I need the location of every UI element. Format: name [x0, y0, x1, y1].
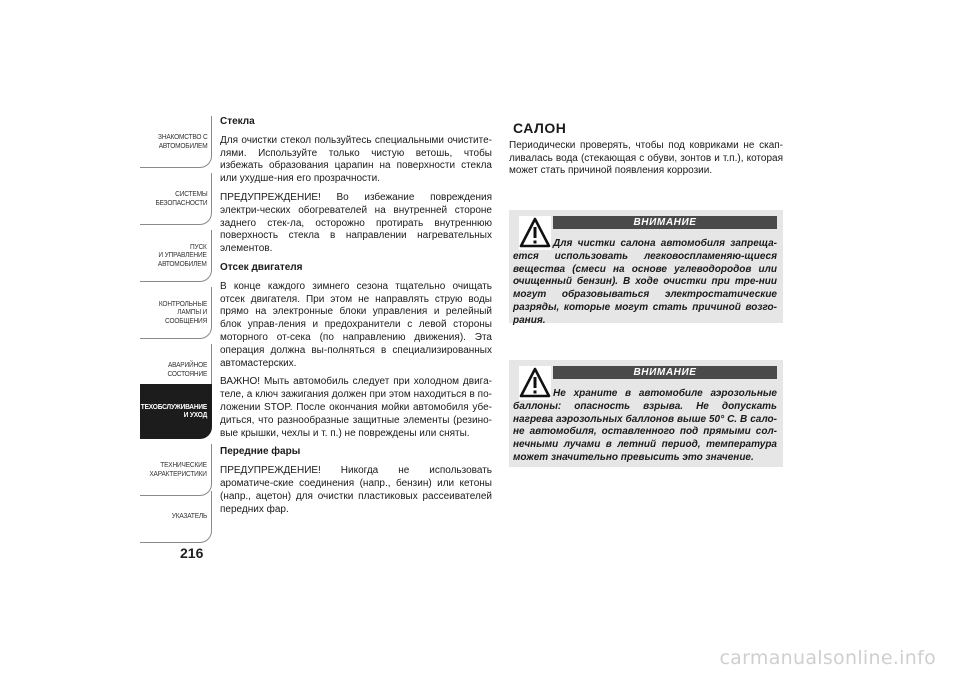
tab-label: ТЕХНИЧЕСКИЕ ХАРАКТЕРИСТИКИ	[149, 460, 207, 478]
tab-vehicle-intro[interactable]	[140, 116, 212, 168]
tab-starting-driving[interactable]	[140, 230, 212, 282]
tab-label: КОНТРОЛЬНЫЕ ЛАМПЫ И СООБЩЕНИЯ	[158, 298, 207, 325]
warning-text: Не храните в автомобиле аэрозольные баллоны: опасность взрыва. Не допускать нагрева аэрозольных баллонов выше 50° С. В сало-не автомобиля, оставленного под прямыми сол-нечными лучами в летний период, температура может значительно превысить это значение.	[513, 388, 777, 463]
tab-label: ТЕХОБСЛУЖИВАНИЕ И УХОД	[140, 401, 207, 419]
tab-index[interactable]	[140, 491, 212, 543]
warning-box-2	[509, 360, 783, 467]
tab-label: СИСТЕМЫ БЕЗОПАСНОСТИ	[155, 189, 207, 207]
glass-paragraph-2: ПРЕДУПРЕЖДЕНИЕ! Во избежание повреждения электри-ческих обогревателей на внутренней стороне заднего стек-ла, осторожно протирать внутреннюю поверхность стекла в направлении нагревательных элементов.	[220, 191, 492, 255]
tab-technical-specs[interactable]	[140, 444, 212, 496]
tab-warning-lights[interactable]	[140, 287, 212, 339]
tab-safety-systems[interactable]	[140, 173, 212, 225]
engine-heading: Отсек двигателя	[220, 261, 303, 273]
tab-label: АВАРИЙНОЕ СОСТОЯНИЕ	[167, 360, 207, 378]
tab-label: ЗНАКОМСТВО С АВТОМОБИЛЕМ	[157, 132, 207, 150]
watermark: carmanualsonline.info	[719, 647, 936, 669]
engine-paragraph-1: В конце каждого зимнего сезона тщательно очищать отсек двигателя. При этом не направлять струю воды прямо на электронные блоки управления и релейный блок управ-ления и предохранители с левой стороны моторного от-сека (по направлению движения). Эта операция должна вы-полняться в специализированных автомастерских.	[220, 280, 492, 369]
headlights-paragraph: ПРЕДУПРЕЖДЕНИЕ! Никогда не использовать ароматиче-ские соединения (напр., бензин) или кетоны (напр., ацетон) для очистки пластиковых рассеивателей передних фар.	[220, 465, 492, 515]
glass-paragraph-1: Для очистки стекол пользуйтесь специальными очистите-лями. Используйте только чистую ветошь, чтобы избежать образования царапин на поверхности стекла или ухудше-ния его прозрачности.	[220, 134, 492, 185]
tab-maintenance-care[interactable]	[140, 384, 212, 439]
warning-header: ВНИМАНИЕ	[553, 216, 777, 229]
engine-paragraph-2: ВАЖНО! Мыть автомобиль следует при холодном двига-теле, а ключ зажигания должен при этом находиться в по-ложении STOP. После окончания мойки автомобиля убе-диться, что разнообразные защитные элементы (резино-вые крышки, чехлы и т. п.) не повреждены или сняты.	[220, 376, 492, 439]
glass-heading: Стекла	[220, 116, 255, 127]
page-number: 216	[180, 545, 204, 561]
section-title: САЛОН	[513, 120, 567, 136]
headlights-heading: Передние фары	[220, 446, 301, 458]
warning-text: Для чистки салона автомобиля запреща-ется использовать легковоспламеняю-щиеся вещества (смеси на основе углеводородов или очищенный бензин). В ходе очистки при тре-нии могут образовываться электростатические разряды, которые могут стать причиной возго-рания.	[513, 238, 777, 326]
tab-label: ПУСК И УПРАВЛЕНИЕ АВТОМОБИЛЕМ	[158, 241, 207, 268]
warning-header: ВНИМАНИЕ	[553, 366, 777, 379]
interior-intro: Периодически проверять, чтобы под ковриками не скап-ливалась вода (стекающая с обуви, зонтов и т.п.), которая может стать причиной появления коррозии.	[509, 140, 783, 177]
left-column	[220, 116, 492, 522]
right-column	[509, 116, 783, 178]
tab-label: УКАЗАТЕЛЬ	[171, 511, 207, 521]
warning-box-1	[509, 210, 783, 326]
